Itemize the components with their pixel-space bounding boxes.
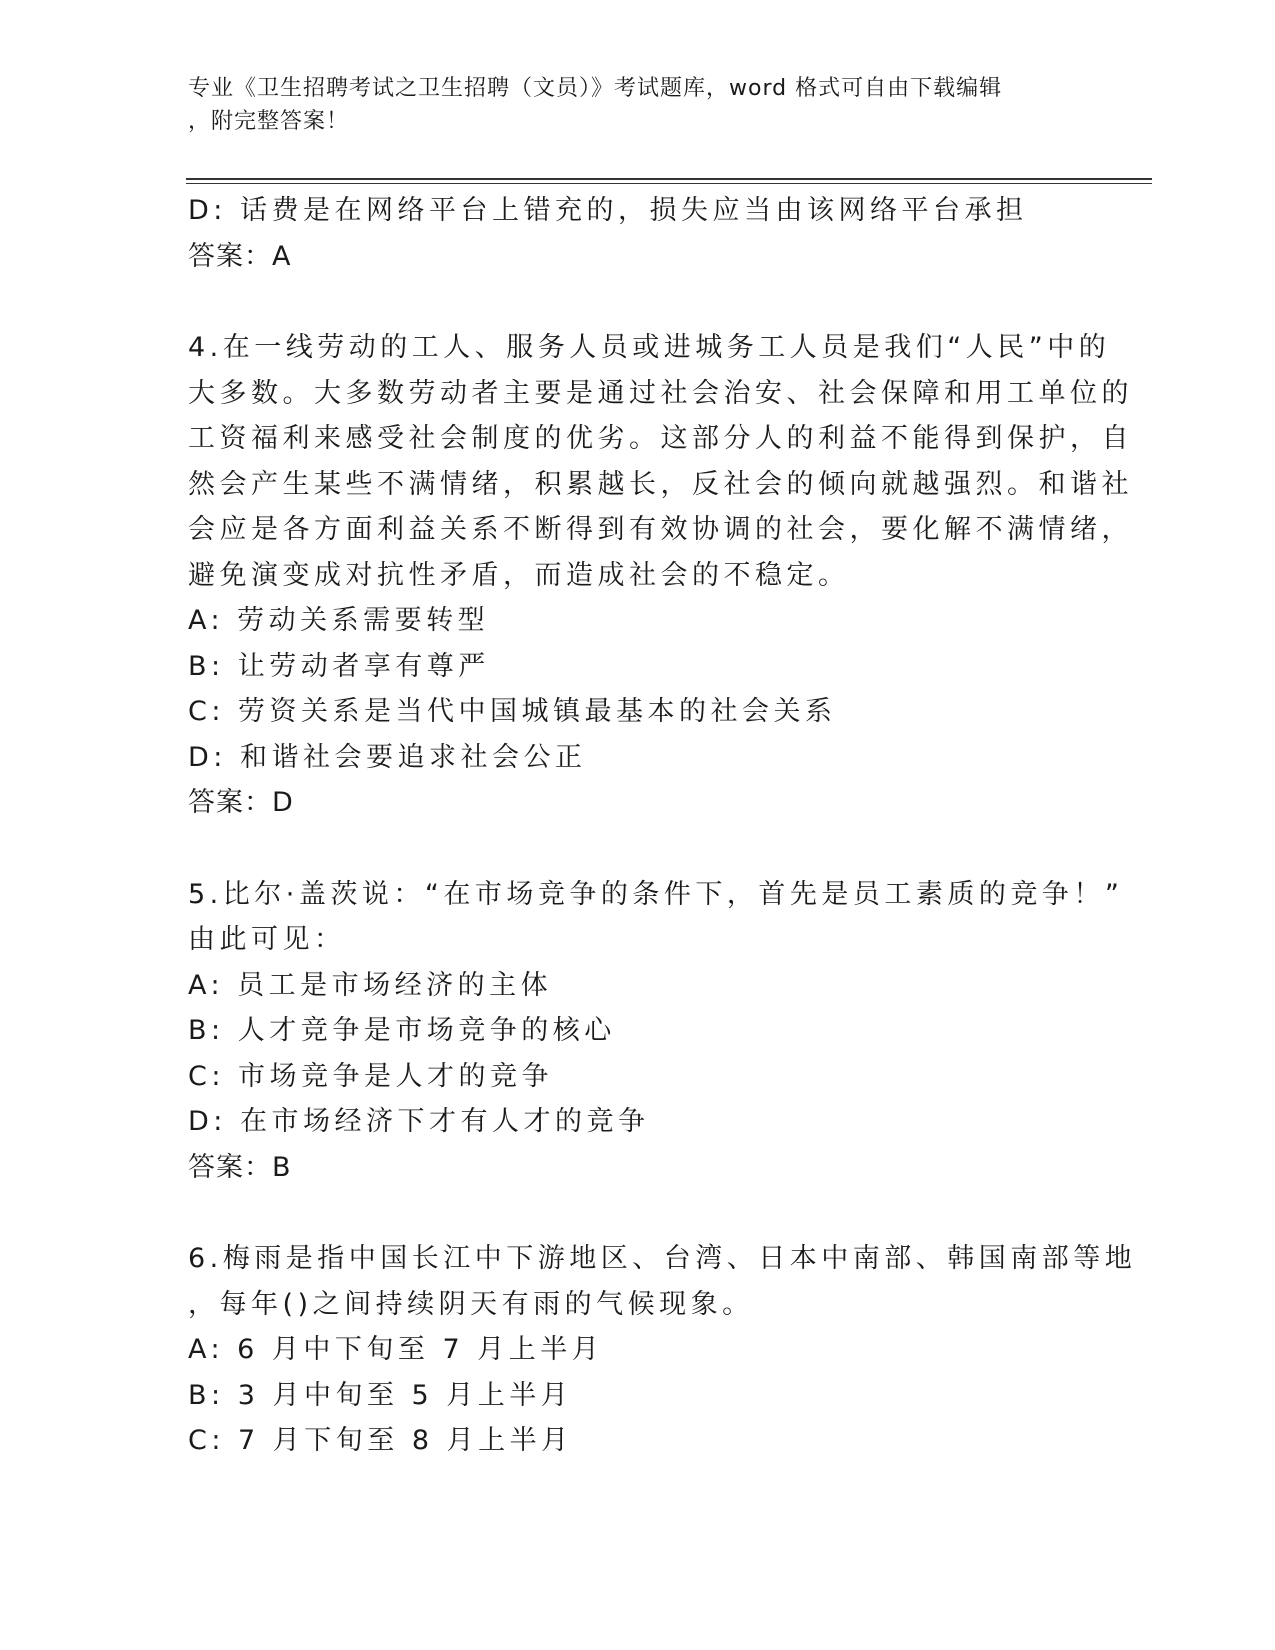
question-text: 5.比尔·盖茨说：“在市场竞争的条件下，首先是员工素质的竞争！”	[188, 878, 1124, 910]
option-c: C: 7 月下旬至 8 月上半月	[188, 1425, 573, 1456]
question-text: 然会产生某些不满情绪，积累越长，反社会的倾向就越强烈。和谐社	[188, 468, 1133, 500]
question-text: 6.梅雨是指中国长江中下游地区、台湾、日本中南部、韩国南部等地	[188, 1243, 1137, 1274]
option-a: A: 劳动关系需要转型	[188, 605, 490, 636]
question-text: 大多数。大多数劳动者主要是通过社会治安、社会保障和用工单位的	[188, 377, 1133, 409]
question-text: 会应是各方面利益关系不断得到有效协调的社会，要化解不满情绪，	[188, 514, 1133, 545]
answer-line: 答案：B	[188, 1151, 292, 1183]
header-line-2: ，附完整答案！	[188, 109, 350, 134]
question-6	[188, 1236, 1137, 1464]
option-b: B: 人才竞争是市场竞争的核心	[188, 1015, 616, 1046]
question-5	[188, 872, 1124, 1191]
option-a: A: 6 月中下旬至 7 月上半月	[188, 1334, 604, 1365]
option-b: B: 让劳动者享有尊严	[188, 650, 490, 682]
option-d: D: 在市场经济下才有人才的竞争	[188, 1106, 650, 1137]
question-4	[188, 325, 1133, 826]
question-text: 避免演变成对抗性矛盾，而造成社会的不稳定。	[188, 559, 850, 591]
question-text: 工资福利来感受社会制度的优劣。这部分人的利益不能得到保护，自	[188, 423, 1133, 454]
option-d: D: 话费是在网络平台上错充的，损失应当由该网络平台承担	[188, 195, 1028, 226]
page-header	[188, 72, 1068, 138]
answer-line: 答案：A	[188, 240, 292, 272]
option-c: C: 市场竞争是人才的竞争	[188, 1060, 554, 1092]
option-d: D: 和谐社会要追求社会公正	[188, 741, 587, 773]
answer-line: 答案：D	[188, 787, 294, 818]
question-content	[188, 188, 1137, 1464]
question-text: 由此可见：	[188, 924, 346, 955]
question-text: ，每年()之间持续阴天有雨的气候现象。	[188, 1288, 754, 1320]
header-divider	[186, 178, 1152, 180]
option-a: A: 员工是市场经济的主体	[188, 969, 553, 1001]
option-b: B: 3 月中旬至 5 月上半月	[188, 1379, 573, 1411]
question-text: 4.在一线劳动的工人、服务人员或进城务工人员是我们“人民”中的	[188, 332, 1111, 363]
header-line-1: 专业《卫生招聘考试之卫生招聘（文员）》考试题库，word 格式可自由下载编辑	[188, 76, 1003, 101]
header-divider-thin	[186, 183, 1152, 184]
option-c: C: 劳资关系是当代中国城镇最基本的社会关系	[188, 696, 837, 727]
